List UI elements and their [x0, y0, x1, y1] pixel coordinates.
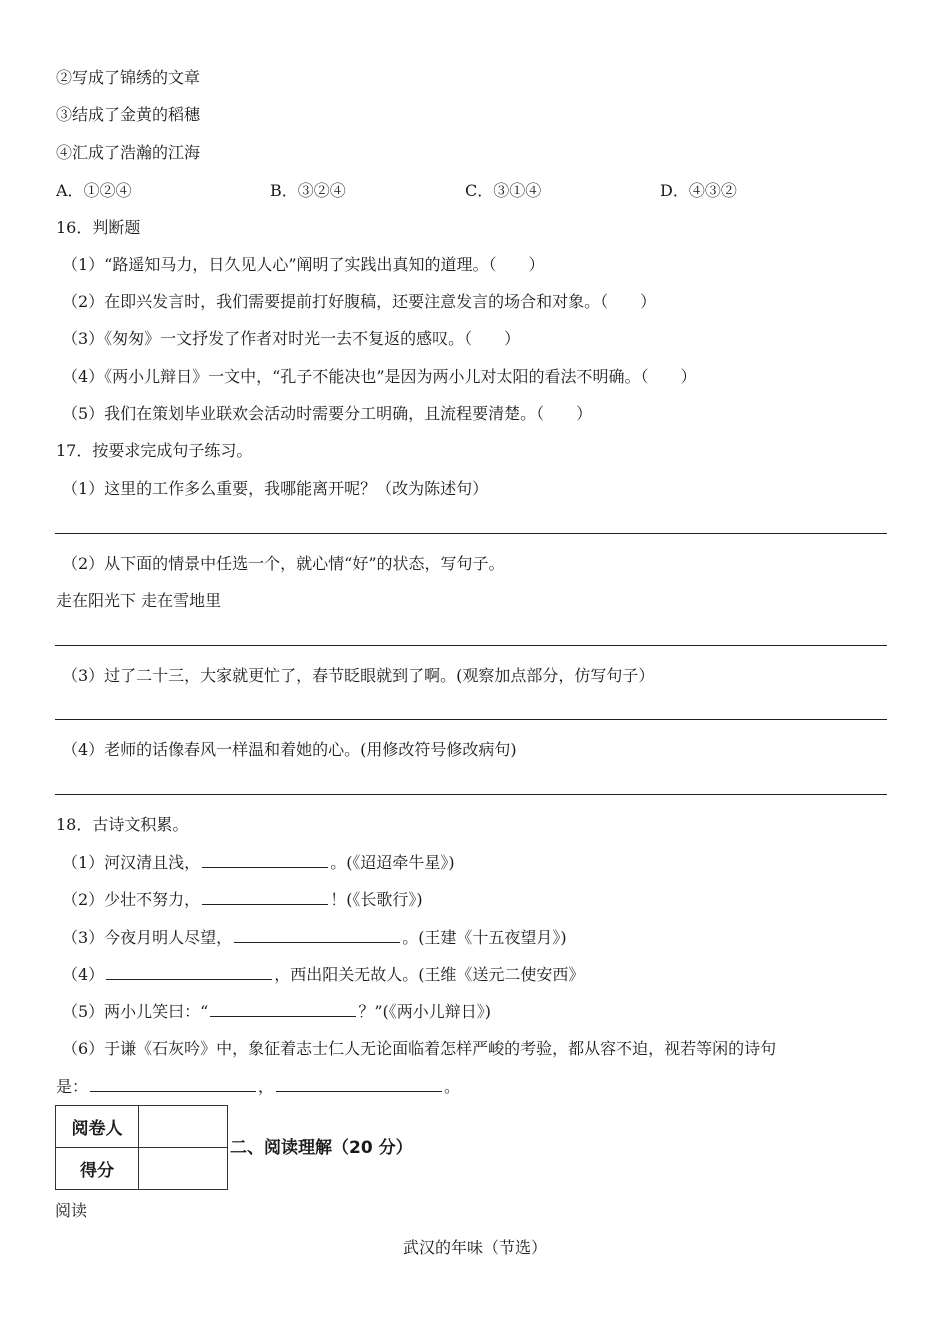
answer-line[interactable] [55, 533, 887, 534]
reading-instruction: 阅读 [55, 1201, 88, 1220]
score-label: 得分 [56, 1148, 139, 1190]
q15-item-2: ②写成了锦绣的文章 [56, 68, 201, 87]
line-prefix: （5）两小儿笑曰：“ [62, 1002, 209, 1021]
q17-sentence-3: （3）过了二十三，大家就更忙了，春节眨眼就到了啊。(观察加点部分，仿写句子） [62, 666, 655, 685]
option-label: C． [465, 181, 494, 200]
q17-sentence-4: （4）老师的话像春风一样温和着她的心。(用修改符号修改病句) [62, 740, 517, 759]
score-table [55, 1105, 228, 1190]
line-prefix: （4） [62, 965, 105, 984]
section-2-title: 二、阅读理解（20 分） [230, 1138, 413, 1158]
article-title: 武汉的年味（节选） [402, 1238, 547, 1257]
fill-blank[interactable] [90, 1075, 256, 1092]
q18-line-3 [62, 926, 567, 949]
line-prefix: （2）少壮不努力， [62, 890, 201, 909]
fill-blank[interactable] [276, 1075, 442, 1092]
q18-line-6: （6）于谦《石灰吟》中，象征着志士仁人无论面临着怎样严峻的考验，都从容不迫，视若等闲的诗句 [62, 1039, 777, 1058]
q15-option-c [465, 180, 541, 202]
q16-title: 16．判断题 [56, 218, 141, 237]
q15-option-b [270, 180, 346, 202]
q16-item: （1）“路遥知马力，日久见人心”阐明了实践出真知的道理。（ ） [62, 255, 545, 274]
line-suffix: ！(《长歌行》) [330, 890, 423, 909]
option-label: A． [56, 181, 84, 200]
option-value: ①②④ [83, 181, 132, 200]
line-separator: ， [258, 1077, 275, 1096]
q18-line-6-answer [56, 1075, 460, 1098]
answer-line[interactable] [55, 719, 887, 720]
q18-title: 18．古诗文积累。 [56, 815, 189, 834]
q18-line-2 [62, 888, 423, 911]
reviewer-cell[interactable] [139, 1106, 228, 1148]
reviewer-label: 阅卷人 [56, 1106, 139, 1148]
q15-option-a [56, 180, 132, 202]
q15-item-4: ④汇成了浩瀚的江海 [56, 143, 201, 162]
answer-line[interactable] [55, 794, 887, 795]
option-value: ③①④ [493, 181, 542, 200]
q16-item: （4）《两小儿辩日》一文中，“孔子不能决也”是因为两小儿对太阳的看法不明确。（ ） [62, 367, 697, 386]
q18-line-4 [62, 963, 584, 986]
q16-item: （3）《匆匆》一文抒发了作者对时光一去不复返的感叹。（ ） [62, 329, 521, 348]
q16-item: （2）在即兴发言时，我们需要提前打好腹稿，还要注意发言的场合和对象。（ ） [62, 292, 657, 311]
fill-blank[interactable] [210, 1000, 356, 1017]
q15-option-d [660, 180, 737, 202]
option-label: B． [270, 181, 298, 200]
line-suffix: ，西出阳关无故人。(王维《送元二使安西》 [274, 965, 585, 984]
fill-blank[interactable] [202, 851, 328, 868]
fill-blank[interactable] [202, 888, 328, 905]
option-label: D． [660, 181, 689, 200]
option-value: ③②④ [297, 181, 346, 200]
q16-item: （5）我们在策划毕业联欢会活动时需要分工明确，且流程要清楚。（ ） [62, 404, 593, 423]
option-value: ④③② [688, 181, 737, 200]
line-suffix: 。 [444, 1077, 461, 1096]
line-prefix: 是： [56, 1077, 89, 1096]
score-cell[interactable] [139, 1148, 228, 1190]
q18-line-5 [62, 1000, 491, 1023]
q15-item-3: ③结成了金黄的稻穗 [56, 105, 201, 124]
answer-line[interactable] [55, 645, 887, 646]
q17-scenes: 走在阳光下 走在雪地里 [56, 591, 222, 610]
line-prefix: （1）河汉清且浅， [62, 853, 201, 872]
line-suffix: ？”(《两小儿辩日》) [358, 1002, 492, 1021]
q18-line-1 [62, 851, 455, 874]
q17-title: 17．按要求完成句子练习。 [56, 441, 253, 460]
q17-sentence-1: （1）这里的工作多么重要，我哪能离开呢？（改为陈述句） [62, 479, 489, 498]
line-prefix: （3）今夜月明人尽望， [62, 928, 233, 947]
q17-sentence-2: （2）从下面的情景中任选一个，就心情“好”的状态，写句子。 [62, 554, 505, 573]
line-suffix: 。(王建《十五夜望月》) [402, 928, 567, 947]
fill-blank[interactable] [106, 963, 272, 980]
fill-blank[interactable] [234, 926, 400, 943]
line-suffix: 。(《迢迢牵牛星》) [330, 853, 455, 872]
